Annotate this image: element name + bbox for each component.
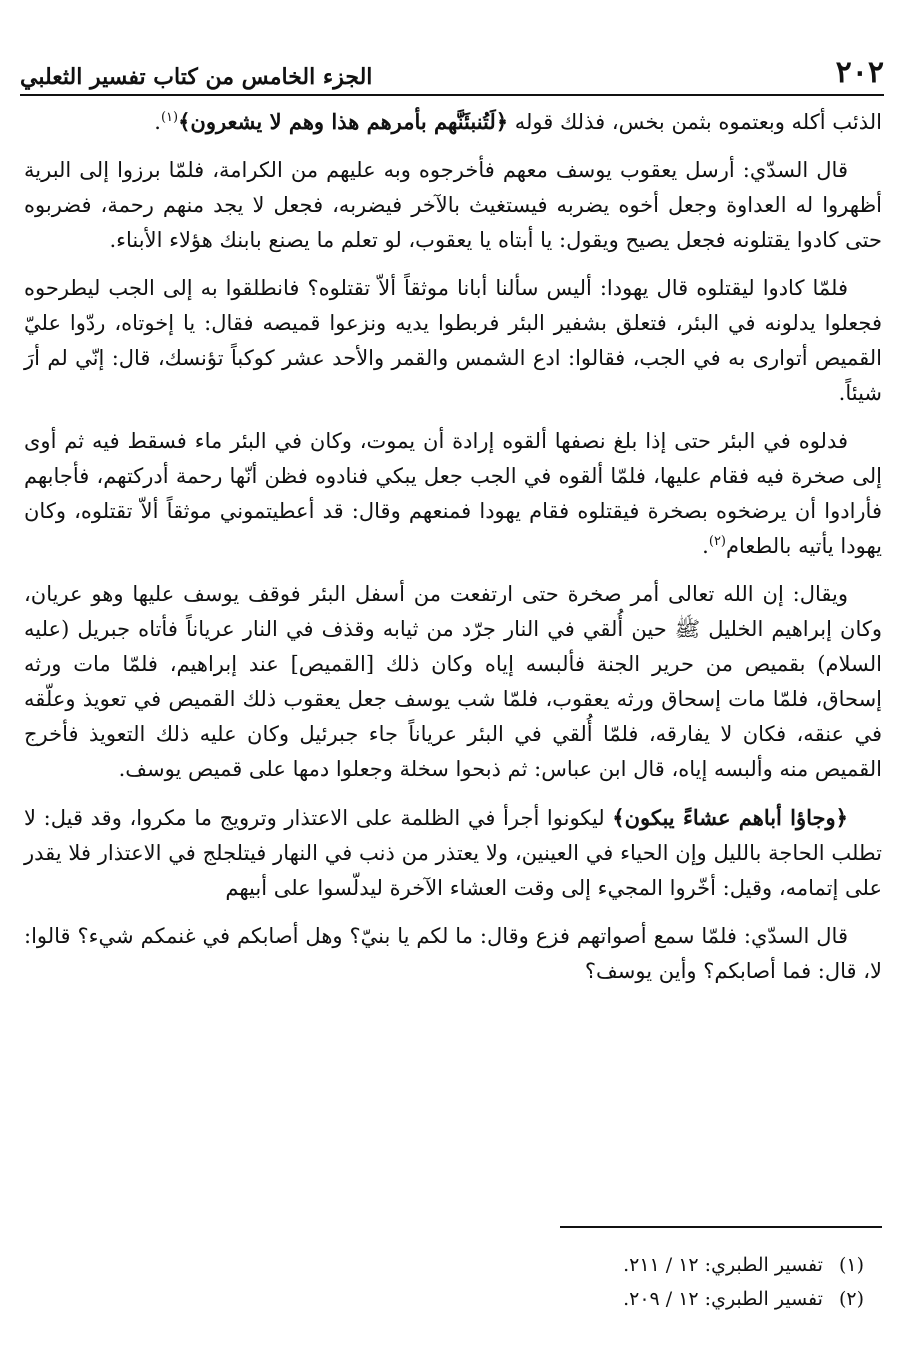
paragraph-3: فلمّا كادوا ليقتلوه قال يهودا: أليس سألنا أبانا موثقاً ألاّ تقتلوه؟ فانطلقوا به إلى الجب ليطرحوه فجعلوا يدلونه في البئر، فتعلق بشفير البئر فربطوا يديه ونزعوا قميصه فقال: يا إخوتاه، ردّوا عليّ القميص أتوارى به في الجب، فقالوا: ادع الشمس والقمر والأحد عشر كوكباً تؤنسك، قال: إنّي لم أرَ شيئاً. <box>24 276 882 405</box>
paragraph-1 <box>24 104 882 140</box>
paragraph-5: ويقال: إن الله تعالى أمر صخرة حتى ارتفعت من أسفل البئر فوقف يوسف عليها وهو عريان، وكان إبراهيم الخليل ﷺ حين أُلقي في النار جرّد من ثيابه وقذف في النار عرياناً فأتاه جبريل (عليه السلام) بقميص من حرير الجنة فألبسه إياه وكان ذلك [القميص] عند إبراهيم، فلمّا مات ورثه إسحاق، فلمّا مات إسحاق ورثه يعقوب، فلمّا شب يوسف جعل يعقوب ذلك القميص في تعويذ وعلّقه في عنقه، فكان لا يفارقه، فلمّا أُلقي في البئر عرياناً جاء جبرئيل وكان عليه ذلك التعويذ فأخرج القميص منه وألبسه إياه، قال ابن عباس: ثم ذبحوا سخلة وجعلوا دمها على قميص يوسف. <box>24 582 883 781</box>
quran-verse: ﴿لَتُنبئَنَّهم بأمرهم هذا وهم لا يشعرون﴾ <box>178 109 509 134</box>
paragraph-1-end: . <box>154 110 161 134</box>
footnotes <box>364 1248 864 1316</box>
paragraph-4-end: . <box>702 534 709 558</box>
paragraph-6-text: ليكونوا أجرأ في الظلمة على الاعتذار وترويج ما مكروا، وقد قيل: لا تطلب الحاجة بالليل وإن الحياء في العينين، ولا يعتذر من ذنب في النهار فيتلجلج في الاعتذار فلا يقدر على إتمامه، وقيل: أخّروا المجيء إلى وقت العشاء الآخرة ليدلّسوا على أبيهم <box>24 806 882 900</box>
main-text <box>24 104 882 1002</box>
footnote-text: تفسير الطبري: ١٢ / ٢١١. <box>623 1254 823 1276</box>
paragraph-7: قال السدّي: فلمّا سمع أصواتهم فزع وقال: ما لكم يا بنيّ؟ وهل أصابكم في غنمكم شيء؟ قالوا: لا، قال: فما أصابكم؟ وأين يوسف؟ <box>24 924 882 983</box>
quran-verse-2: ﴿وجاؤا أباهم عشاءً يبكون﴾ <box>612 805 848 830</box>
page-number: ٢٠٢ <box>835 55 884 90</box>
page-header <box>20 40 884 96</box>
paragraph-4-text: فدلوه في البئر حتى إذا بلغ نصفها ألقوه إرادة أن يموت، وكان في البئر ماء فسقط فيه ثم أوى إلى صخرة فيه فقام عليها، فلمّا ألقوه في الجب جعل يبكي فنادوه فظن أنّها رحمة أدركتهم، فأجابهم فأرادوا أن يرضخوه بصخرة فيقتلوه فقام يهودا فمنعهم وقال: قد أعطيتموني موثقاً ألاّ تقتلوه، وكان يهودا يأتيه بالطعام <box>24 429 882 558</box>
footnote-ref-2[interactable]: (٢) <box>708 534 726 549</box>
paragraph-4 <box>24 424 882 564</box>
running-title: الجزء الخامس من كتاب تفسير الثعلبي <box>20 64 373 90</box>
footnote-ref-1[interactable]: (١) <box>160 110 179 125</box>
footnote-2 <box>364 1282 864 1316</box>
paragraph-2: قال السدّي: أرسل يعقوب يوسف معهم فأخرجوه وبه عليهم من الكرامة، فلمّا برزوا إلى البرية أظهروا له العداوة وجعل أخوه يضربه فيستغيث بالآخر فيضربه، فجعل لا يجد منهم رحمة، فضربوه حتى كادوا يقتلونه فجعل يصيح ويقول: يا أبتاه يا يعقوب، لو تعلم ما يصنع بابنك هؤلاء الأبناء. <box>24 158 882 252</box>
footnote-1 <box>364 1248 864 1282</box>
paragraph-1-text: الذئب أكله وبعتموه بثمن بخس، فذلك قوله <box>508 110 882 134</box>
footnote-mark: (٢) <box>838 1288 864 1310</box>
paragraph-6 <box>24 800 882 906</box>
footnote-divider <box>560 1226 882 1228</box>
footnote-mark: (١) <box>838 1254 864 1276</box>
footnote-text: تفسير الطبري: ١٢ / ٢٠٩. <box>623 1288 823 1310</box>
